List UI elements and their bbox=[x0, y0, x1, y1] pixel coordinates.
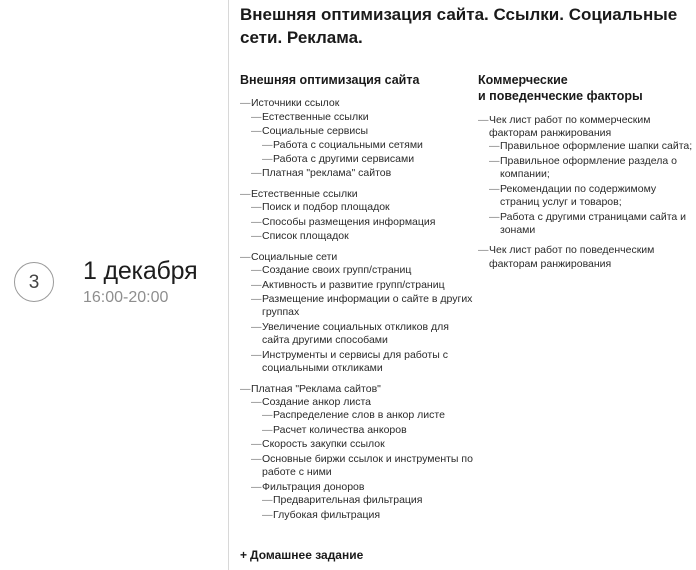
topic-label: Распределение слов в анкор листе bbox=[273, 409, 445, 422]
dash-icon: — bbox=[489, 154, 500, 167]
column-heading: Внешняя оптимизация сайта bbox=[240, 73, 420, 87]
dash-icon: — bbox=[240, 382, 251, 395]
topic-sublist bbox=[262, 139, 478, 167]
topic-label: Работа с другими страницами сайта и зонами bbox=[500, 210, 687, 236]
topic-label: Источники ссылок bbox=[251, 97, 340, 110]
plus-icon: + bbox=[240, 548, 248, 562]
homework-label[interactable] bbox=[240, 548, 363, 562]
lesson-content bbox=[240, 0, 696, 570]
topic-item bbox=[251, 321, 478, 348]
topic-label: Социальные сети bbox=[251, 250, 338, 263]
topic-label: Поиск и подбор площадок bbox=[262, 201, 390, 214]
topic-item bbox=[251, 230, 478, 243]
lesson-number: 3 bbox=[28, 271, 40, 293]
topic-item bbox=[478, 244, 696, 271]
dash-icon: — bbox=[262, 494, 273, 507]
topic-label: Активность и развитие групп/страниц bbox=[262, 278, 445, 291]
dash-icon: — bbox=[262, 409, 273, 422]
topic-columns bbox=[240, 72, 696, 523]
topic-sublist bbox=[251, 201, 478, 243]
topic-sublist bbox=[489, 140, 696, 237]
topic-item bbox=[251, 349, 478, 376]
topic-label: Расчет количества анкоров bbox=[273, 423, 407, 436]
topic-item bbox=[251, 293, 478, 320]
dash-icon: — bbox=[251, 348, 262, 361]
topic-item bbox=[251, 264, 478, 277]
topic-label: Работа с социальными сетями bbox=[273, 138, 423, 151]
topic-label: Создание своих групп/страниц bbox=[262, 264, 412, 277]
topic-label: Платная "Реклама сайтов" bbox=[251, 382, 381, 395]
topic-item bbox=[478, 114, 696, 238]
topic-item bbox=[251, 216, 478, 229]
dash-icon: — bbox=[240, 187, 251, 200]
topic-sublist bbox=[251, 264, 478, 376]
topic-label: Инструменты и сервисы для работы с социальными откликами bbox=[262, 348, 448, 375]
topic-item bbox=[251, 453, 478, 480]
dash-icon: — bbox=[262, 423, 273, 436]
topic-label: Фильтрация доноров bbox=[262, 480, 365, 493]
topic-sublist bbox=[251, 111, 478, 181]
topic-label: Естественные ссылки bbox=[262, 110, 369, 123]
topic-label: Размещение информации о сайте в других группах bbox=[262, 292, 473, 319]
dash-icon: — bbox=[251, 167, 262, 180]
topic-tree-a bbox=[240, 97, 478, 522]
dash-icon: — bbox=[251, 320, 262, 333]
topic-item bbox=[240, 188, 478, 244]
topic-label: Платная "реклама" сайтов bbox=[262, 167, 392, 180]
vertical-divider bbox=[228, 0, 229, 570]
dash-icon: — bbox=[262, 138, 273, 151]
topic-item bbox=[262, 509, 478, 522]
topic-item bbox=[489, 155, 696, 182]
topic-label: Глубокая фильтрация bbox=[273, 508, 381, 521]
dash-icon: — bbox=[251, 292, 262, 305]
topic-item bbox=[262, 153, 478, 166]
topic-label: Чек лист работ по поведенческим факторам ранжирования bbox=[489, 244, 655, 270]
topic-label: Чек лист работ по коммерческим факторам ранжирования bbox=[489, 113, 651, 139]
topic-label: Предварительная фильтрация bbox=[273, 494, 423, 507]
dash-icon: — bbox=[251, 201, 262, 214]
topic-item bbox=[262, 494, 478, 507]
topic-item bbox=[262, 424, 478, 437]
dash-icon: — bbox=[251, 230, 262, 243]
dash-icon: — bbox=[251, 278, 262, 291]
topic-item bbox=[251, 279, 478, 292]
lesson-time: 16:00-20:00 bbox=[83, 288, 169, 306]
topic-item bbox=[262, 409, 478, 422]
topic-item bbox=[251, 396, 478, 437]
topic-label: Рекомендации по содержимому страниц услуг и товаров; bbox=[500, 182, 657, 209]
lesson-date: 1 декабря bbox=[83, 257, 198, 285]
topic-label: Социальные сервисы bbox=[262, 125, 369, 138]
dash-icon: — bbox=[251, 264, 262, 277]
topic-label: Увеличение социальных откликов для сайта другими способами bbox=[262, 320, 449, 347]
dash-icon: — bbox=[489, 210, 500, 223]
lesson-date-block bbox=[83, 258, 233, 307]
topic-label: Создание анкор листа bbox=[262, 396, 371, 408]
dash-icon: — bbox=[251, 125, 262, 138]
topic-item bbox=[240, 383, 478, 522]
topic-item bbox=[251, 438, 478, 451]
dash-icon: — bbox=[262, 153, 273, 165]
topic-sublist bbox=[251, 396, 478, 522]
homework-text: Домашнее задание bbox=[250, 548, 364, 562]
topic-item bbox=[489, 211, 696, 238]
topic-label: Скорость закупки ссылок bbox=[262, 438, 385, 451]
topic-label: Правильное оформление раздела о компании; bbox=[500, 154, 677, 181]
dash-icon: — bbox=[251, 215, 262, 228]
topic-item bbox=[251, 201, 478, 214]
column-heading: Коммерческие и поведенческие факторы bbox=[478, 73, 643, 104]
topic-item bbox=[489, 140, 696, 153]
lesson-meta bbox=[0, 0, 240, 570]
topic-item bbox=[262, 139, 478, 152]
dash-icon: — bbox=[251, 438, 262, 451]
dash-icon: — bbox=[478, 244, 489, 257]
dash-icon: — bbox=[251, 452, 262, 465]
topic-item bbox=[240, 97, 478, 181]
topic-item bbox=[251, 167, 478, 180]
dash-icon: — bbox=[240, 97, 251, 110]
topic-label: Естественные ссылки bbox=[251, 187, 358, 200]
topic-column-outer-optimization bbox=[240, 72, 478, 523]
topic-label: Список площадок bbox=[262, 230, 349, 243]
topic-tree-b bbox=[478, 114, 696, 272]
dash-icon: — bbox=[251, 396, 262, 408]
lesson-number-badge bbox=[14, 262, 54, 302]
dash-icon: — bbox=[251, 480, 262, 493]
topic-label: Основные биржи ссылок и инструменты по работе с ними bbox=[262, 452, 473, 479]
topic-sublist bbox=[262, 494, 478, 522]
topic-item bbox=[240, 251, 478, 376]
dash-icon: — bbox=[262, 508, 273, 521]
page-title: Внешняя оптимизация сайта. Ссылки. Социальные сети. Реклама. bbox=[240, 5, 678, 47]
topic-item bbox=[489, 183, 696, 210]
topic-item bbox=[251, 125, 478, 166]
dash-icon: — bbox=[240, 250, 251, 263]
topic-label: Правильное оформление шапки сайта; bbox=[500, 140, 693, 153]
dash-icon: — bbox=[489, 182, 500, 195]
topic-sublist bbox=[262, 409, 478, 437]
dash-icon: — bbox=[489, 140, 500, 153]
dash-icon: — bbox=[251, 110, 262, 123]
dash-icon: — bbox=[478, 113, 489, 126]
topic-label: Работа с другими сервисами bbox=[273, 153, 415, 165]
topic-column-commercial-factors bbox=[478, 72, 696, 523]
topic-item bbox=[251, 111, 478, 124]
topic-item bbox=[251, 481, 478, 522]
topic-label: Способы размещения информация bbox=[262, 215, 436, 228]
